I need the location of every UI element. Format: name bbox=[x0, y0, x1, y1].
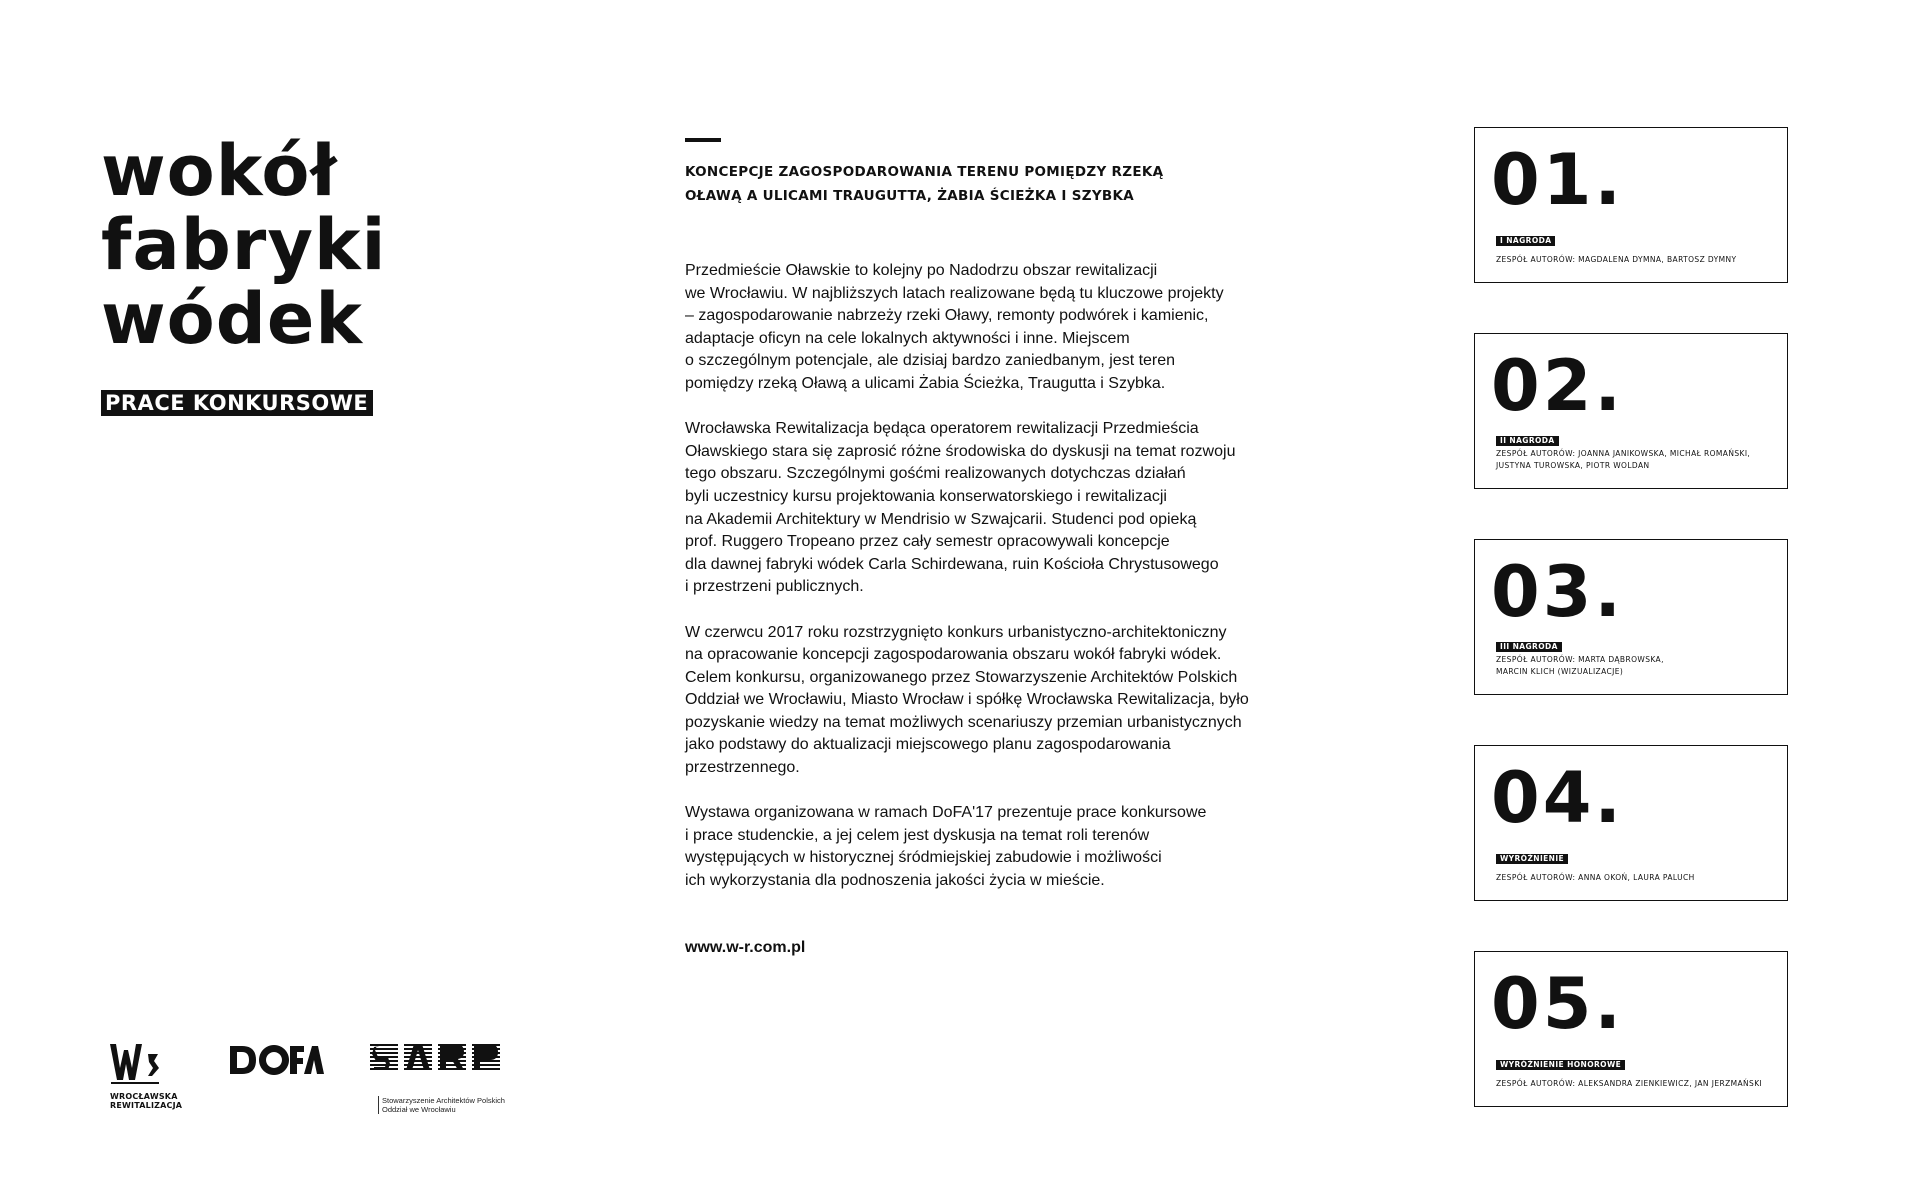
team-line: ZESPÓŁ AUTORÓW: ALEKSANDRA ZIENKIEWICZ, JAN JERZMAŃSKI bbox=[1496, 1079, 1763, 1088]
award-badge: III NAGRODA bbox=[1496, 642, 1562, 652]
sarp-caption-line: Oddział we Wrocławiu bbox=[382, 1105, 456, 1114]
wr-logo-text bbox=[110, 1092, 200, 1110]
team-line: ZESPÓŁ AUTORÓW: ANNA OKOŃ, LAURA PALUCH bbox=[1496, 873, 1695, 882]
paragraph-line: W czerwcu 2017 roku rozstrzygnięto konkurs urbanistyczno-architektoniczny bbox=[685, 623, 1227, 641]
paragraph-line: o szczególnym potencjale, ale dzisiaj bardzo zaniedbanym, jest teren bbox=[685, 352, 1176, 370]
prize-card[interactable] bbox=[1474, 539, 1788, 695]
heading-line: OŁAWĄ A ULICAMI TRAUGUTTA, ŻABIA ŚCIEŻKA I SZYBKA bbox=[685, 188, 1134, 204]
award-badge: II NAGRODA bbox=[1496, 436, 1559, 446]
wr-logo-text-line: WROCŁAWSKA bbox=[110, 1092, 178, 1101]
card-number: 05. bbox=[1491, 963, 1625, 1045]
paragraph-line: adaptacje oficyn na cele lokalnych aktywności i inne. Miejscem bbox=[685, 329, 1130, 347]
prize-card[interactable] bbox=[1474, 951, 1788, 1107]
article-heading bbox=[685, 160, 1245, 208]
paragraph-line: Oddział we Wrocławiu, Miasto Wrocław i spółkę Wrocławska Rewitalizacja, było bbox=[685, 691, 1249, 709]
paragraph-line: we Wrocławiu. W najbliższych latach realizowane będą tu kluczowe projekty bbox=[685, 284, 1224, 302]
paragraph-line: występujących w historycznej śródmiejskiej zabudowie i możliwości bbox=[685, 849, 1162, 867]
card-team bbox=[1496, 448, 1776, 472]
paragraph-line: Wystawa organizowana w ramach DoFA'17 prezentuje prace konkursowe bbox=[685, 804, 1207, 822]
sarp-caption-line: Stowarzyszenie Architektów Polskich bbox=[382, 1096, 505, 1105]
paragraph-line: i prace studenckie, a jej celem jest dyskusja na temat roli terenów bbox=[685, 826, 1150, 844]
card-number: 04. bbox=[1491, 757, 1625, 839]
subtitle-badge: PRACE KONKURSOWE bbox=[101, 390, 373, 416]
sarp-logo bbox=[370, 1040, 505, 1114]
paragraph-line: prof. Ruggero Tropeano przez cały semestr opracowywali koncepcje bbox=[685, 533, 1170, 551]
team-line: ZESPÓŁ AUTORÓW: JOANNA JANIKOWSKA, MICHAŁ ROMAŃSKI, bbox=[1496, 449, 1751, 458]
paragraph-line: Przedmieście Oławskie to kolejny po Nadodrzu obszar rewitalizacji bbox=[685, 262, 1158, 279]
team-line: JUSTYNA TUROWSKA, PIOTR WOLDAN bbox=[1496, 461, 1650, 470]
title-line: fabryki bbox=[101, 204, 387, 286]
paragraph-line: przestrzennego. bbox=[685, 759, 800, 777]
paragraph-line: pomiędzy rzeką Oławą a ulicami Żabia Ścieżka, Traugutta i Szybka. bbox=[685, 374, 1166, 392]
paragraph-line: Celem konkursu, organizowanego przez Stowarzyszenie Architektów Polskich bbox=[685, 668, 1238, 686]
sarp-divider bbox=[378, 1096, 379, 1114]
paragraph-line: Wrocławska Rewitalizacja będąca operatorem rewitalizacji Przedmieścia bbox=[685, 420, 1199, 438]
prize-card[interactable] bbox=[1474, 127, 1788, 283]
prize-card[interactable] bbox=[1474, 745, 1788, 901]
wr-monogram-icon bbox=[108, 1040, 164, 1090]
paragraph-line: Oławskiego stara się zaprosić różne środowiska do dyskusji na temat rozwoju bbox=[685, 442, 1236, 460]
team-line: MARCIN KLICH (WIZUALIZACJE) bbox=[1496, 667, 1624, 676]
article bbox=[685, 138, 1249, 959]
paragraph-3 bbox=[685, 622, 1249, 780]
paragraph-line: tego obszaru. Szczególnymi gośćmi realizowanych dotychczas działań bbox=[685, 465, 1186, 483]
paragraph-1 bbox=[685, 260, 1245, 396]
partner-logos bbox=[108, 1040, 528, 1120]
paragraph-line: i przestrzeni publicznych. bbox=[685, 578, 864, 596]
paragraph-2 bbox=[685, 418, 1245, 599]
award-badge: WYRÓŻNIENIE HONOROWE bbox=[1496, 1060, 1625, 1070]
paragraph-4 bbox=[685, 802, 1245, 892]
paragraph-line: na opracowanie koncepcji zagospodarowania obszaru wokół fabryki wódek. bbox=[685, 646, 1222, 664]
award-badge: WYRÓŻNIENIE bbox=[1496, 854, 1568, 864]
dofa-logo bbox=[228, 1040, 324, 1084]
paragraph-line: ich wykorzystania dla podnoszenia jakości życia w mieście. bbox=[685, 872, 1105, 890]
prize-card[interactable] bbox=[1474, 333, 1788, 489]
card-team bbox=[1496, 654, 1776, 678]
card-number: 03. bbox=[1491, 551, 1625, 633]
wr-logo-text-line: REWITALIZACJA bbox=[110, 1101, 183, 1110]
paragraph-line: na Akademii Architektury w Mendrisio w Szwajcarii. Studenci pod opieką bbox=[685, 510, 1197, 528]
award-badge: I NAGRODA bbox=[1496, 236, 1555, 246]
title-line: wokół bbox=[101, 130, 338, 212]
sarp-logo-mark-icon bbox=[370, 1040, 500, 1076]
paragraph-line: byli uczestnicy kursu projektowania konserwatorskiego i rewitalizacji bbox=[685, 487, 1167, 505]
team-line: ZESPÓŁ AUTORÓW: MARTA DĄBROWSKA, bbox=[1496, 655, 1664, 664]
paragraph-line: jako podstawy do aktualizacji miejscowego planu zagospodarowania bbox=[685, 736, 1171, 754]
paragraph-line: pozyskanie wiedzy na temat możliwych scenariuszy przemian urbanistycznych bbox=[685, 713, 1242, 731]
card-team bbox=[1496, 254, 1776, 266]
website-link[interactable]: www.w-r.com.pl bbox=[685, 938, 806, 956]
heading-dash bbox=[685, 138, 721, 142]
title-line: wódek bbox=[101, 278, 363, 360]
card-number: 02. bbox=[1491, 345, 1625, 427]
card-number: 01. bbox=[1491, 139, 1625, 221]
card-team bbox=[1496, 1078, 1776, 1090]
sarp-caption bbox=[382, 1096, 562, 1114]
paragraph-line: – zagospodarowanie nabrzeży rzeki Oławy, remonty podwórek i kamienic, bbox=[685, 307, 1209, 325]
dofa-logo-mark-icon bbox=[228, 1040, 324, 1080]
exhibition-title bbox=[101, 130, 387, 416]
team-line: ZESPÓŁ AUTORÓW: MAGDALENA DYMNA, BARTOSZ DYMNY bbox=[1496, 255, 1737, 264]
paragraph-line: dla dawnej fabryki wódek Carla Schirdewana, ruin Kościoła Chrystusowego bbox=[685, 555, 1219, 573]
card-team bbox=[1496, 872, 1776, 884]
heading-line: KONCEPCJE ZAGOSPODAROWANIA TERENU POMIĘDZY RZEKĄ bbox=[685, 164, 1164, 180]
